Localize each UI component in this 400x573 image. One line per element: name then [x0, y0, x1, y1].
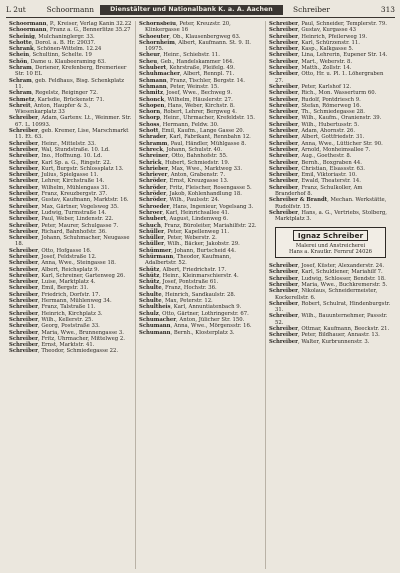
directory-entry: Schreiber, Hans, a. G., Vertriebs, Stolberg, Marktplatz 3.	[269, 209, 387, 223]
directory-entry: Schreiner, Otto, Bahnhofstr. 55.	[139, 153, 228, 160]
directory-entry: Schreiber, Luise, Marktplatz 4.	[9, 279, 96, 286]
directory-entry: Schreiber, Karl, Schürzenstr. 11.	[269, 39, 360, 46]
directory-entry: Schreiber, Maria, Wwe., Brunnengasse 3.	[9, 329, 124, 336]
directory-entry: Schreiber, Ludwig, Schlosser, Bendstr. 18.	[269, 275, 386, 282]
directory-entry: Schreiber, Albert, Reichsplatz 9.	[9, 266, 100, 273]
directory-entry: Schreiber, Rich., Mon. Wasserturm 60.	[269, 90, 377, 97]
header-right	[283, 4, 395, 16]
directory-entry: Schreiber, Mart., Weberstr. 8.	[269, 58, 353, 65]
directory-entry: Schreiber, Peter, Maurer, Schulgasse 7.	[9, 222, 119, 229]
directory-entry: Schreiber, Karl, Schreiner, Gartenweg 26.	[9, 272, 126, 279]
directory-entry: Schumann, Anna, Wwe., Mörgensstr. 16.	[139, 323, 252, 330]
directory-entry: Schreiber, Aug., Goethestr. 8.	[269, 153, 352, 160]
directory-entry: Schreiber, Hermann, Mühlenweg 34.	[9, 298, 112, 305]
directory-entry: Schmetz, Karlsdie, Brückenstr. 71.	[9, 96, 105, 103]
directory-entry: Schramm, Paul, Händler, Mühlgasse 8.	[139, 140, 247, 147]
directory-entry: Schreiber, Paul, Weber, Lindenstr. 22.	[9, 216, 114, 223]
directory-entry: Schreiber, Wilh., Hubertusstr. 5.	[269, 121, 360, 128]
directory-entry: Schreiber, Peter, Karlshof 12.	[269, 83, 352, 90]
directory-entry: Schreiber, Ottmar, Kaufmann, Beeckstr. 21.	[269, 326, 390, 333]
directory-entry: Schubert, Kehrstraße, Pleifelg. 49.	[139, 65, 235, 72]
directory-entry: Schrieber, Max, Wwe., Marktweg 33.	[139, 165, 243, 172]
directory-entry: Schreiber, Bernh., Boxgraben 44.	[269, 159, 362, 166]
directory-entry: Schonck, Wilhelm, Häuslerstr. 27.	[139, 96, 233, 103]
directory-entry: Schüller, Peter, Kapellenweg 11.	[139, 228, 230, 235]
directory-entry: Schreit, Anton, Haupfer & 3., Wiesenkarplatz 33	[9, 102, 91, 116]
directory-entry: Schreiber, Th., Schmiedegasse 28.	[269, 109, 365, 116]
directory-entry: Schreiber, Emil, Viktoriastr. 10.	[269, 172, 357, 179]
directory-entry: Schoormann, P., Kreiser, Verlag Kanin 32.22	[9, 21, 132, 27]
directory-entry: Schreiber, Peter, Bildhauer, Annastr. 13.	[269, 332, 380, 339]
header-right-name: Schreiber	[293, 5, 330, 14]
directory-entry: Schüller, Wilh., Bäcker, Jakobstr. 29.	[139, 241, 240, 248]
directory-entry: Schreiber, Otto, Hr. u. Pl. 1. Löhergraben 27.	[269, 71, 384, 84]
directory-entry: Schreiber, Fritz, Uhrmacher, Mittelweg 2.	[9, 335, 125, 342]
directory-entry: Schreiber, Robert, Schulrat, Hindenburgstr. 31.	[269, 300, 391, 314]
directory-entry: Schreiber, Wilh., Kaufm., Oranienstr. 39.	[269, 115, 382, 122]
directory-entry: Schoss, Hermann, Feldw. 30.	[139, 121, 219, 128]
directory-entry: Schreiber, Gustav, Kurgasse 43	[269, 27, 357, 34]
directory-entry: Schopen, Hans, Weber, Kirchstr. 8.	[139, 102, 235, 109]
directory-entry: Schuch, Franz, Büroleiter, Mariahilfstr. 22.	[139, 222, 257, 229]
directory-entry: Schreiber, Adam, Ahornstr. 26.	[269, 128, 356, 135]
directory-entry: Schütz, Albert, Friedrichstr. 17.	[139, 266, 227, 273]
directory-entry: Schröder, Fritz, Fleischer, Rosengasse 5.	[139, 184, 252, 191]
directory-entry: Schulte, Max, Peterstr. 12.	[139, 298, 213, 305]
column-3	[265, 21, 395, 569]
directory-entry: Schmann, Franz, Tischler, Bergstr. 14.	[139, 77, 245, 84]
directory-entry: Schreiber, Arnold, Monheimsallee 7.	[269, 146, 371, 153]
columns	[6, 21, 395, 569]
directory-entry: Schotte, Dorol. a. B. Hr. 29037.	[9, 39, 96, 46]
column-1	[6, 21, 135, 569]
directory-entry: Schulte, Heinrich, Sandkaulstr. 28.	[139, 291, 236, 298]
directory-entry: Schreiber, Georg, Poststraße 33.	[9, 323, 100, 330]
directory-entry: Schreiber, Heinr., Mittelstr. 33.	[9, 140, 96, 147]
directory-entry: Schreiber, Johann, Schuhmacher, Neugasse 18.	[9, 235, 130, 248]
directory-entry: Schulte, Franz, Hochstr. 36.	[139, 285, 217, 292]
directory-entry: Schröder, Wilh., Paulsstr. 24.	[139, 197, 220, 204]
directory-entry: Schmann, Peter, Weinstr. 15.	[139, 83, 219, 90]
directory-entry: Schreiber, Lina, Lehrerin, Eupener Str. 14.	[269, 52, 388, 59]
directory-entry: Schrick, Hubert, Schmiedstr. 19.	[139, 159, 230, 166]
directory-entry: Schreiber, Ludwig, Turmstraße 14.	[9, 209, 107, 216]
directory-entry: Scheur, Heinr., Schiebstr. 11.	[139, 52, 220, 59]
directory-entry: Schürmann, Theodor, Kaufmann, Adalbertstr. 52.	[139, 253, 232, 267]
directory-entry: Schreiber, Gustav, Kaufmann, Marktstr. 16.	[9, 197, 129, 204]
directory-entry: Schreiber, Anna, Wwe., Steingasse 18.	[9, 260, 116, 267]
directory-entry: Schröder, Ernst, Kreuzgasse 13.	[139, 178, 229, 185]
directory-entry: Schram, Deriener, Krefenberg, Bremerieer Str. 10 EL	[9, 65, 127, 78]
directory-entry: Schümmer, Johann, Burtscheid 44.	[139, 247, 236, 254]
advertisement-line-1: Malerei und Anstreicherei	[295, 242, 366, 249]
advertisement-name: Ignaz Schreiber	[293, 230, 368, 241]
directory-entry: Schreiber, Nikolaus, Schneidermeister, Kockerellstr. 6.	[269, 288, 378, 301]
directory-entry: Schornsbeiu, Peter, Kreuzstr. 20, Klinkergasse 16	[139, 21, 231, 34]
directory-entry: Schreiber, Wal, Stundstraße. 10. Ld.	[9, 146, 110, 153]
directory-entry: Schreiber, Ino., Hoffnung. 10. Ld.	[9, 153, 103, 160]
directory-entry: Schreiber, Franz, Kreuzbergstr. 37.	[9, 191, 108, 198]
directory-entry: Schreiber & Brandt, Mechan. Werkstätte, Rudolfstr. 15.	[269, 197, 387, 210]
directory-entry: Schreiber, Ernst, Marktstr. 41.	[9, 342, 95, 349]
advertisement-line-2: Hans a. Krautkr. Fernruf 24026	[289, 248, 372, 255]
directory-entry: Schüller, Peter, Weberstr. 2.	[139, 235, 217, 242]
directory-entry: Schumann, Bernh., Klosterplatz 3.	[139, 329, 235, 336]
directory-entry: Schreiber, Emil, Bergstr. 31.	[9, 285, 89, 292]
directory-entry: Scheu, Geb., Handelskammer 164.	[139, 58, 234, 65]
directory-entry: Schott, Emil, Kaufm., Lange Gasse 20.	[139, 128, 245, 135]
directory-entry: Scheinig, Mulchaninglergr. 33.	[9, 33, 95, 40]
page-number: 313	[380, 5, 395, 14]
directory-entry: Schrank, Schönen-Wittelm. 12.24	[9, 46, 102, 53]
directory-entry: Schreiber, Richard, Bahnhofstr. 36.	[9, 228, 107, 235]
directory-entry: Schreiber, Lehrer, Kirchstraße 14.	[9, 178, 105, 185]
directory-entry: Schreiber, Christian, Elsassstr. 63.	[269, 165, 365, 172]
directory-entry: Schreiber, Kasp., Kalkgasse 5.	[269, 46, 354, 53]
directory-entry: Schreiber, Heinrich, Kirchplatz 3.	[9, 310, 103, 317]
directory-entry: Schreiber, geb. Kremer, Lise, Marschmarkt 11. Et. 63.	[9, 128, 129, 141]
directory-entry: Schreiber, Karl Sp. a. G., Ringstr. 22.	[9, 159, 112, 166]
directory-entry: Schreck, Johann, Schulstr. 40.	[139, 146, 223, 153]
directory-entry: Schornheim, Albert, Kaufmann. St. 9. II. 10975.	[139, 39, 251, 53]
directory-entry: Schrader, Karl, Fabrikant, Rennbahn 12.	[139, 134, 251, 141]
advertisement-box	[275, 227, 386, 259]
directory-entry: Schreiber, Otto, Hofgasse 16.	[9, 247, 92, 254]
directory-entry: Schreiber, Heinrich, Pfeilerweg 19.	[269, 33, 368, 40]
header-left	[6, 4, 100, 16]
directory-entry: Schreiber, Stefan, Römerweg 16.	[269, 102, 362, 109]
directory-entry: Schubert, August, Lindenweg 6.	[139, 216, 229, 223]
directory-entry: Schön, Dame u. Klaubeeraming 63.	[9, 58, 106, 65]
directory-entry: Schreiber, Matth., Zollstr. 14.	[269, 65, 352, 72]
directory-entry: Schein, Schultinn, Schelte. 19	[9, 52, 92, 59]
directory-entry: Schreiber, Josef, Küster, Alexanderstr. 24.	[269, 263, 385, 270]
directory-entry: Schmitz, Josef, Wwe., Bechweg 9.	[139, 90, 233, 97]
directory-entry: Schütz, Heinr., Kleinmarschierstr. 4.	[139, 272, 239, 279]
column-3-top	[269, 21, 392, 223]
header-sponsor-band: Dienstälter und Nationalbank K. a. A. Aachen	[100, 5, 283, 15]
directory-entry: Schoeuter, Ob., Klausenbergweg 63.	[139, 33, 241, 40]
directory-entry: Schreiber, Albert, Gottfriedstr. 31.	[269, 134, 365, 141]
directory-entry: Schreiber, Paul, Schneider, Templerstr. 79.	[269, 21, 387, 27]
directory-entry: Schroeder, Hans, Ingenieur, Vogelsang 3.	[139, 203, 254, 210]
directory-entry: Schultheis, Karl, Annuntiatenbach 9.	[139, 304, 242, 311]
directory-entry: Schriever, Anton, Grabenstr. 7.	[139, 172, 226, 179]
directory-entry: Schröder, Jakob, Kohlenhandlung 18.	[139, 191, 242, 198]
header-left-code: L 2ut	[6, 5, 26, 14]
column-3-bottom	[269, 263, 392, 345]
directory-entry: Schreiber, Theodor, Schmiedegasse 22.	[9, 348, 119, 355]
column-2	[135, 21, 265, 569]
directory-entry: Schuhmacher, Albert, Rennpl. 71.	[139, 71, 235, 78]
directory-entry: Schreiber, Wilh., Bauunternehmer, Passstr. 52.	[269, 313, 388, 326]
directory-entry: Schoormann, Franz a. G., Bennerlitze 35.27	[9, 27, 131, 34]
directory-entry: Schulz, Otto, Gärtner, Lothringerstr. 67.	[139, 310, 249, 317]
directory-entry: Schreiber, Josef, Feldstraße 12.	[9, 253, 97, 260]
directory-entry: Schreiber, Kurt, Burgstr. Schlossplatz 13.	[9, 165, 124, 172]
page-header	[6, 4, 395, 18]
directory-entry: Schreiber, Rudolf, Pontdriesch 9.	[269, 96, 361, 103]
directory-entry: Schreiber, Franz, Schulkoller, Am Branderhof 8.	[269, 184, 363, 198]
directory-entry: Schorp, Heinr., Uhrmacher, Krefeldstr. 15.	[139, 115, 255, 122]
directory-entry: Schorn, Robert, Lehrer, Bergweg 4.	[139, 109, 237, 116]
header-left-name: Schoormann	[46, 5, 94, 14]
directory-entry: Schreiber, Ewald, Theaterstr. 14.	[269, 178, 361, 185]
directory-entry: Schreiber, Wilhelm, Mühlengass 31.	[9, 184, 110, 191]
directory-entry: Schreiber, Adam, Gartenv. Lt., Weinmer. Str. 67. L. 10993.	[9, 115, 132, 128]
directory-entry: Schreiber, Anna, Wwe., Lütticher Str. 90.	[269, 140, 383, 147]
directory-entry: Schütz, Josef, Pontstraße 61.	[139, 279, 219, 286]
directory-entry: Schreiber, Karl, Schuldiener, Mariahilf 7.	[269, 269, 383, 276]
directory-entry: Schram, Regelstz, Reiginger 72.	[9, 90, 98, 97]
directory-entry: Schreiber, Wilh., Kellerstr. 25.	[9, 316, 94, 323]
directory-entry: Schumacher, Anton, Jülicher Str. 150.	[139, 316, 245, 323]
directory-entry: Schram, geb. Feldhaus, Bisg. Schenkplatz 11.	[9, 77, 125, 90]
directory-entry: Schroer, Karl, Heinrichsallee 41.	[139, 209, 230, 216]
directory-entry: Schreiber, Franz, Talstraße 11.	[9, 304, 96, 311]
directory-entry: Schreiber, Maria, Wwe., Buchkremerstr. 5.	[269, 281, 388, 288]
directory-entry: Schreiber, Max, Gärtner, Vogelsweg 35.	[9, 203, 119, 210]
directory-entry: Schreiber, Walter, Kurbrunnenstr. 3.	[269, 338, 370, 345]
directory-entry: Schreiber, Friedrich, Dorfstr. 17.	[9, 291, 101, 298]
directory-entry: Schreiber, Julius, Spielgasse 11.	[9, 172, 99, 179]
